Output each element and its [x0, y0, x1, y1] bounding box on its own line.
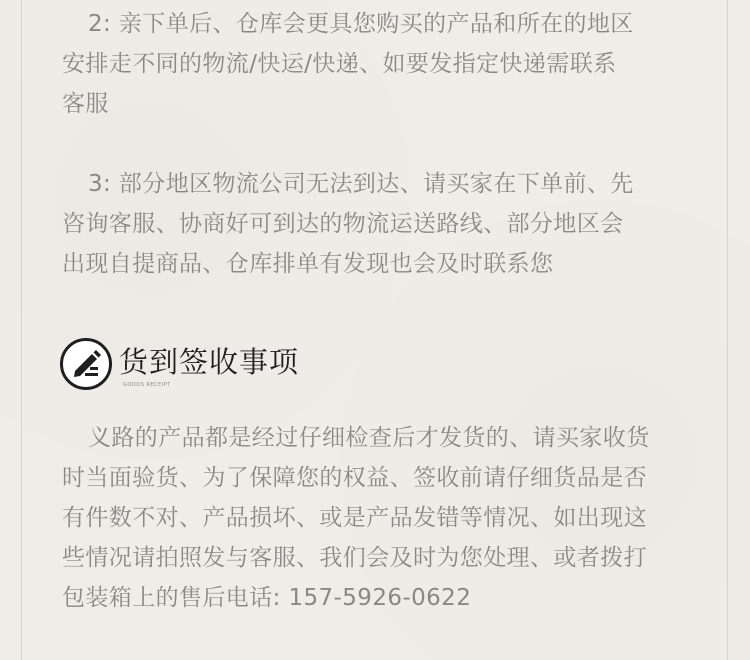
pencil-edit-icon	[59, 337, 113, 391]
shipping-note-2-line-1: 2: 亲下单后、仓库会更具您购买的产品和所在的地区	[88, 11, 634, 37]
right-frame-line	[727, 0, 728, 660]
receipt-line-2: 时当面验货、为了保障您的权益、签收前请仔细货品是否	[62, 465, 647, 491]
receipt-section-title: 货到签收事项	[119, 345, 300, 379]
shipping-note-3-line-3: 出现自提商品、仓库排单有发现也会及时联系您	[62, 251, 554, 277]
shipping-note-3	[62, 164, 692, 284]
shipping-note-2	[62, 4, 692, 124]
receipt-line-5: 包装箱上的售后电话: 157-5926-0622	[62, 585, 472, 611]
receipt-instructions	[62, 418, 692, 618]
left-frame-line	[21, 0, 22, 660]
receipt-line-1: 义路的产品都是经过仔细检查后才发货的、请买家收货	[88, 425, 650, 451]
shipping-note-3-line-1: 3: 部分地区物流公司无法到达、请买家在下单前、先	[88, 171, 634, 197]
receipt-line-3: 有件数不对、产品损坏、或是产品发错等情况、如出现这	[62, 505, 647, 531]
shipping-note-2-line-3: 客服	[62, 91, 109, 117]
shipping-note-2-line-2: 安排走不同的物流/快运/快递、如要发指定快递需联系	[62, 51, 617, 77]
shipping-note-3-line-2: 咨询客服、协商好可到达的物流运送路线、部分地区会	[62, 211, 624, 237]
receipt-section-header	[59, 337, 359, 397]
receipt-section-subtitle: GOODS RECEIPT	[123, 382, 171, 388]
receipt-line-4: 些情况请拍照发与客服、我们会及时为您处理、或者拨打	[62, 545, 647, 571]
